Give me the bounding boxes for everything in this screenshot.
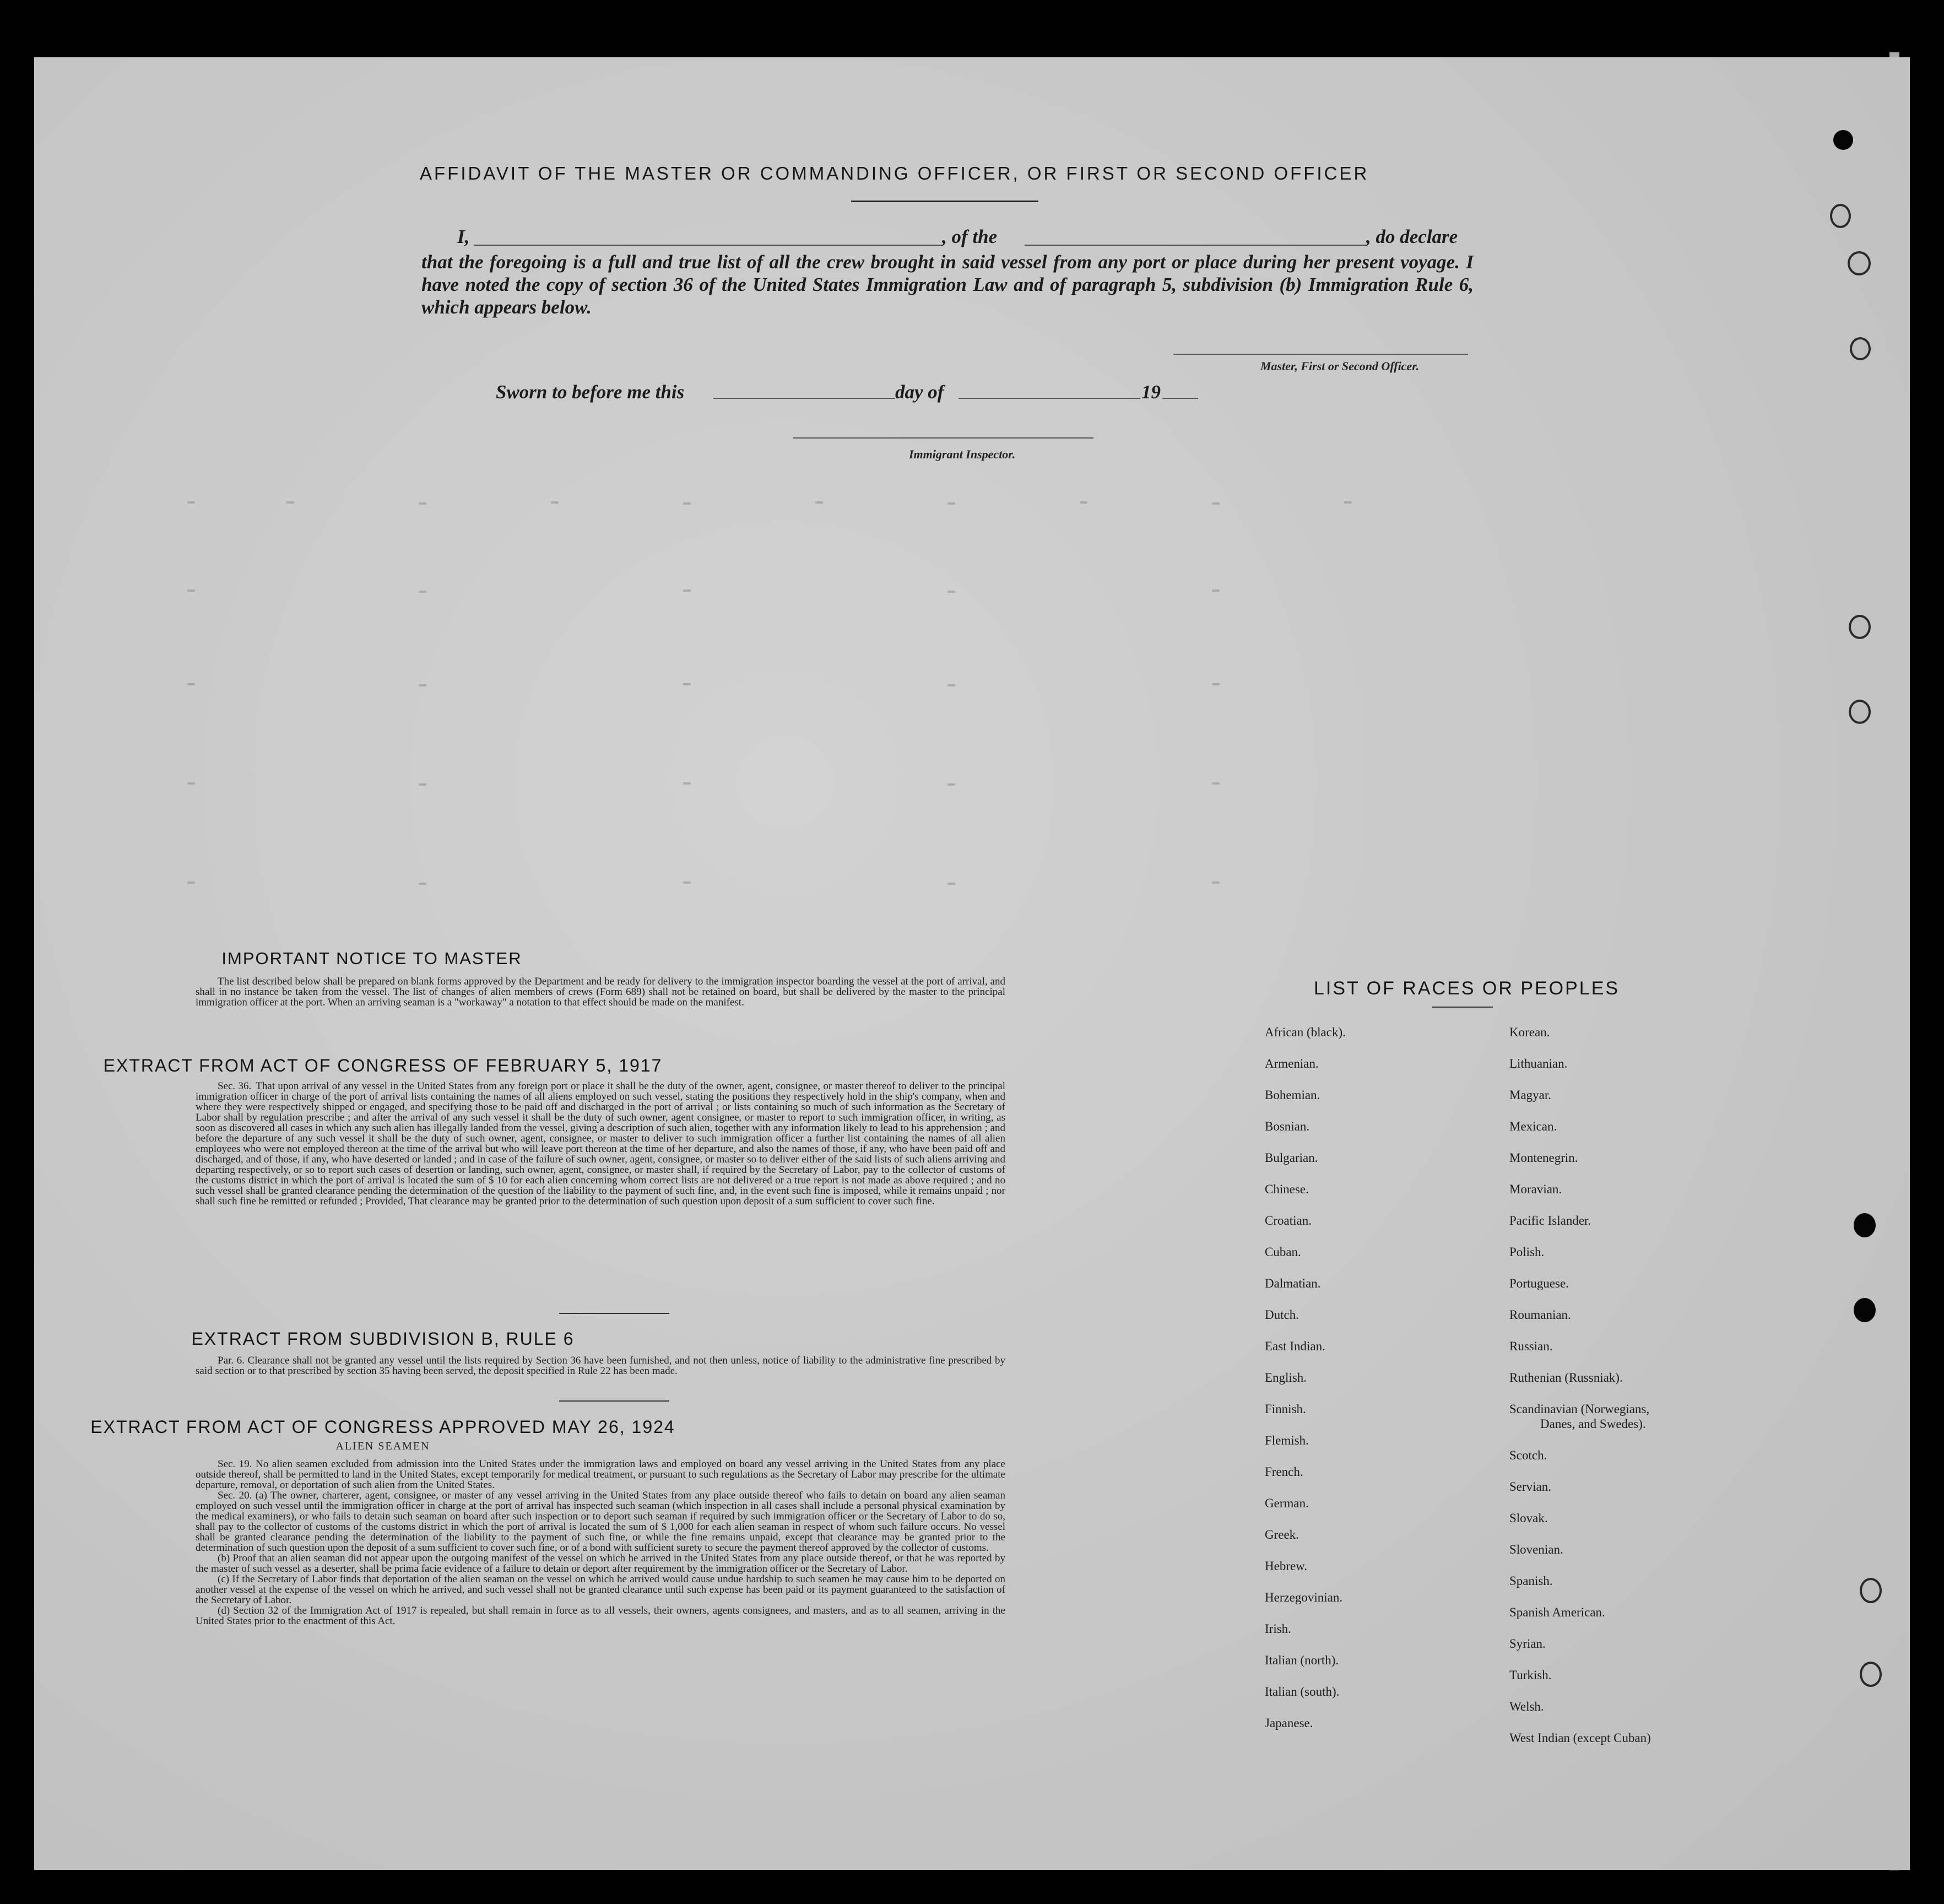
race-item: Syrian. bbox=[1509, 1637, 1546, 1651]
race-item: Italian (south). bbox=[1265, 1685, 1340, 1699]
race-item: Croatian. bbox=[1265, 1214, 1312, 1227]
sworn-day-of: day of bbox=[895, 381, 944, 403]
binder-hole bbox=[1848, 251, 1871, 275]
race-item: Slovak. bbox=[1509, 1511, 1548, 1525]
race-item: Korean. bbox=[1509, 1025, 1550, 1039]
divider bbox=[559, 1313, 669, 1314]
race-item: Slovenian. bbox=[1509, 1543, 1563, 1556]
affidavit-i: I, bbox=[457, 226, 470, 247]
race-item: Roumanian. bbox=[1509, 1308, 1571, 1322]
race-item: Chinese. bbox=[1265, 1182, 1309, 1196]
race-item: Greek. bbox=[1265, 1528, 1299, 1541]
master-caption: Master, First or Second Officer. bbox=[1260, 359, 1420, 373]
binder-hole bbox=[1833, 130, 1853, 150]
race-item: Turkish. bbox=[1509, 1668, 1552, 1682]
race-item: Pacific Islander. bbox=[1509, 1214, 1591, 1227]
affidavit-body: that the foregoing is a full and true list of all the crew brought in said vessel from any port or place during her present voyage. I have noted the copy of section 36 of the United States Immigration Law and of paragraph 5, subdivision (b) Immigration Rule 6, which appears below. bbox=[421, 251, 1474, 318]
race-item: Polish. bbox=[1509, 1245, 1545, 1259]
inspector-signature-line bbox=[793, 437, 1093, 439]
binder-hole bbox=[1860, 1662, 1882, 1687]
race-item: Bohemian. bbox=[1265, 1088, 1320, 1102]
race-item: Russian. bbox=[1509, 1339, 1553, 1353]
sec-36-text: That upon arrival of any vessel in the United States from any foreign port or place it shall be the duty of the owner, agent, consignee, or master thereof to deliver to the principal immigration officer in charge of the port of arrival lists containing the names of all aliens employed on such vessel, stating the positions they respectively hold in the ship's company, when and where they were respectively shipped or engaged, and specifying those to be paid off and discharged in the port of arrival ; or lists containing so much of such information as the Secretary of Labor shall by regulation prescribe ; and after the arrival of any such vessel it shall be the duty of such owner, agent consignee, or master to report to such immigration officer, in writing, as soon as discovered all cases in which any such alien has illegally landed from the vessel, giving a description of such alien, together with any information likely to lead to his apprehension ; and before the departure of any such vessel it shall be the duty of such owner, agent, consignee, or master to deliver to such immigration officer a further list containing the names of all alien employees who were not employed thereon at the time of the arrival but who will leave port thereon at the time of her departure, and also the names of those, if any, who have been paid off and discharged, and of those, if any, who have deserted or landed ; and in case of the failure of such owner, agent, consignee, or master so to deliver either of the said lists of such aliens arriving and departing respectively, or so to report such cases of desertion or landing, such owner, agent, consignee, or master shall, if required by the Secretary of Labor, pay to the collector of customs of the customs district in which the port of arrival is located the sum of $ 10 for each alien concerning whom correct lists are not delivered or a true report is not made as above required ; and no such vessel shall be granted clearance pending the determination of the question of the liability to the payment of such fine, and, in the event such fine is imposed, while it remains unpaid ; nor shall such fine be remitted or refunded ; Provided, That clearance may be granted prior to the determination of such question upon deposit of a sum sufficient to cover such fine. bbox=[196, 1080, 1005, 1207]
binder-hole bbox=[1854, 1213, 1876, 1237]
master-signature-line bbox=[1173, 354, 1468, 355]
binder-hole bbox=[1850, 337, 1871, 360]
races-title-rule bbox=[1432, 1007, 1493, 1008]
sworn-date-blank bbox=[713, 398, 895, 399]
race-item: East Indian. bbox=[1265, 1339, 1325, 1353]
notice-title: IMPORTANT NOTICE TO MASTER bbox=[221, 949, 522, 968]
race-item: Ruthenian (Russniak). bbox=[1509, 1371, 1623, 1384]
binder-hole bbox=[1849, 700, 1871, 724]
vessel-blank bbox=[1025, 245, 1366, 246]
extract-1924-subtitle: ALIEN SEAMEN bbox=[335, 1440, 430, 1452]
race-item: Japanese. bbox=[1265, 1716, 1313, 1730]
sworn-prefix: Sworn to before me this bbox=[496, 381, 685, 403]
extract-1924-body bbox=[196, 1459, 1005, 1626]
races-title: LIST OF RACES OR PEOPLES bbox=[1314, 978, 1620, 999]
race-item: French. bbox=[1265, 1465, 1303, 1479]
race-item: Armenian. bbox=[1265, 1057, 1319, 1070]
race-item: Danes, and Swedes). bbox=[1540, 1417, 1646, 1431]
race-item: Cuban. bbox=[1265, 1245, 1301, 1259]
race-item: Montenegrin. bbox=[1509, 1151, 1578, 1165]
race-item: Magyar. bbox=[1509, 1088, 1552, 1102]
race-item: German. bbox=[1265, 1496, 1309, 1510]
extract-1924-title: EXTRACT FROM ACT OF CONGRESS APPROVED MAY 26, 1924 bbox=[90, 1417, 675, 1437]
extract-1917-title: EXTRACT FROM ACT OF CONGRESS OF FEBRUARY 5, 1917 bbox=[103, 1056, 663, 1075]
race-item: Dalmatian. bbox=[1265, 1276, 1321, 1290]
race-item: West Indian (except Cuban) bbox=[1509, 1731, 1651, 1745]
sec-20c-paragraph: (c) If the Secretary of Labor finds that deportation of the alien seaman on the vessel on which he arrived would cause undue hardship to such seamen he may cause him to be deported on another vessel at the expense of the vessel on which he arrived, and such vessel shall not be granted clearance until such expense has been paid or its payment guaranteed to the satisfaction of the Secretary of Labor. bbox=[196, 1573, 1005, 1606]
race-item: Portuguese. bbox=[1509, 1276, 1569, 1290]
race-item: English. bbox=[1265, 1371, 1307, 1384]
binder-hole bbox=[1849, 615, 1871, 639]
race-item: Spanish. bbox=[1509, 1574, 1553, 1588]
extract-1917-body bbox=[196, 1081, 1005, 1207]
sec-20b-paragraph: (b) Proof that an alien seaman did not appear upon the outgoing manifest of the vessel on which he arrived in the United States from any place outside thereof, or that he was reported by the master of such vessel as a deserter, shall be prima facie evidence of a failure to detain or deport after requirement by the immigration officer or the Secretary of Labor. bbox=[196, 1553, 1005, 1575]
extract-rule6-title: EXTRACT FROM SUBDIVISION B, RULE 6 bbox=[191, 1329, 575, 1349]
sworn-year: 19 bbox=[1141, 381, 1161, 403]
affidavit-title-rule bbox=[851, 201, 1038, 202]
binder-hole bbox=[1854, 1298, 1876, 1322]
notice-body: The list described below shall be prepared on blank forms approved by the Department and be ready for delivery to the immigration inspector boarding the vessel at the port of arrival, and shall in no instance be taken from the vessel. The list of changes of alien members of crews (Form 689) shall not be retained on board, but shall be delivered by the master to the principal immigration officer at the port. When an arriving seaman is a "workaway" a notation to that effect should be made on the manifest. bbox=[196, 976, 1005, 1008]
race-item: Welsh. bbox=[1509, 1700, 1544, 1713]
race-item: Hebrew. bbox=[1265, 1559, 1308, 1573]
race-item: Bulgarian. bbox=[1265, 1151, 1318, 1165]
sec-20d-paragraph: (d) Section 32 of the Immigration Act of 1917 is repealed, but shall remain in force as to all vessels, their owners, agents consignees, and masters, and as to all seamen, arriving in the United States prior to the enactment of this Act. bbox=[196, 1605, 1005, 1627]
race-item: Servian. bbox=[1509, 1480, 1552, 1494]
race-item: Finnish. bbox=[1265, 1402, 1306, 1416]
race-item: Mexican. bbox=[1509, 1119, 1557, 1133]
affidavit-declare: , do declare bbox=[1366, 226, 1458, 247]
race-item: Dutch. bbox=[1265, 1308, 1299, 1322]
race-item: Flemish. bbox=[1265, 1434, 1309, 1447]
binder-hole bbox=[1860, 1578, 1882, 1603]
extract-rule6-body: Par. 6. Clearance shall not be granted any vessel until the lists required by Section 36 have been furnished, and not then unless, notice of liability to the administrative fine prescribed by said section or to that prescribed by section 35 having been served, the deposit specified in Rule 22 has been made. bbox=[196, 1355, 1005, 1377]
race-item: Italian (north). bbox=[1265, 1653, 1339, 1667]
race-item: Lithuanian. bbox=[1509, 1057, 1568, 1070]
inspector-caption: Immigrant Inspector. bbox=[909, 447, 1016, 461]
race-item: Scandinavian (Norwegians, bbox=[1509, 1402, 1650, 1416]
race-item: Spanish American. bbox=[1509, 1605, 1605, 1619]
binder-hole bbox=[1830, 204, 1851, 228]
race-item: Moravian. bbox=[1509, 1182, 1562, 1196]
sworn-year-blank bbox=[1162, 398, 1198, 399]
race-item: Scotch. bbox=[1509, 1448, 1547, 1462]
race-item: African (black). bbox=[1265, 1025, 1346, 1039]
race-item: Herzegovinian. bbox=[1265, 1591, 1343, 1604]
divider bbox=[559, 1400, 669, 1402]
affidavit-title: AFFIDAVIT OF THE MASTER OR COMMANDING OFFICER, OR FIRST OR SECOND OFFICER bbox=[420, 163, 1369, 183]
sec-19-paragraph: Sec. 19. No alien seamen excluded from admission into the United States under the immigration laws and employed on board any vessel arriving in the United States from any place outside thereof, shall be permitted to land in the United States, except temporarily for medical treatment, or pursuant to such regulations as the Secretary of Labor may prescribe for the ultimate departure, removal, or deportation of such alien from the United States. bbox=[196, 1458, 1005, 1491]
sec-20a-paragraph: Sec. 20. (a) The owner, charterer, agent, consignee, or master of any vessel arriving in the United States from any place outside thereof who fails to detain on board any alien seaman employed on such vessel until the immigration officer in charge at the port of arrival has inspected such seaman (which inspection in all cases shall include a personal physical examination by the medical examiners), or who fails to detain such seaman on board after such inspection or to deport such seaman if required by such immigration officer or the Secretary of Labor to do so, shall pay to the collector of customs of the customs district in which the port of arrival is located the sum of $ 1,000 for each alien seaman in respect of whom such failure occurs. No vessel shall be granted clearance pending the determination of the liability to the payment of such fine, or while the fine remains unpaid, except that clearance may be granted prior to the determination of such question upon the deposit of a sum sufficient to cover such fine, or of a bond with sufficient surety to secure the payment thereof approved by the collector of customs. bbox=[196, 1490, 1005, 1554]
affidavit-of-the: , of the bbox=[942, 226, 998, 247]
race-item: Irish. bbox=[1265, 1622, 1291, 1636]
sworn-month-blank bbox=[959, 398, 1140, 399]
race-item: Bosnian. bbox=[1265, 1119, 1310, 1133]
name-blank bbox=[474, 245, 942, 246]
sec-36-label: Sec. 36. bbox=[218, 1080, 252, 1092]
